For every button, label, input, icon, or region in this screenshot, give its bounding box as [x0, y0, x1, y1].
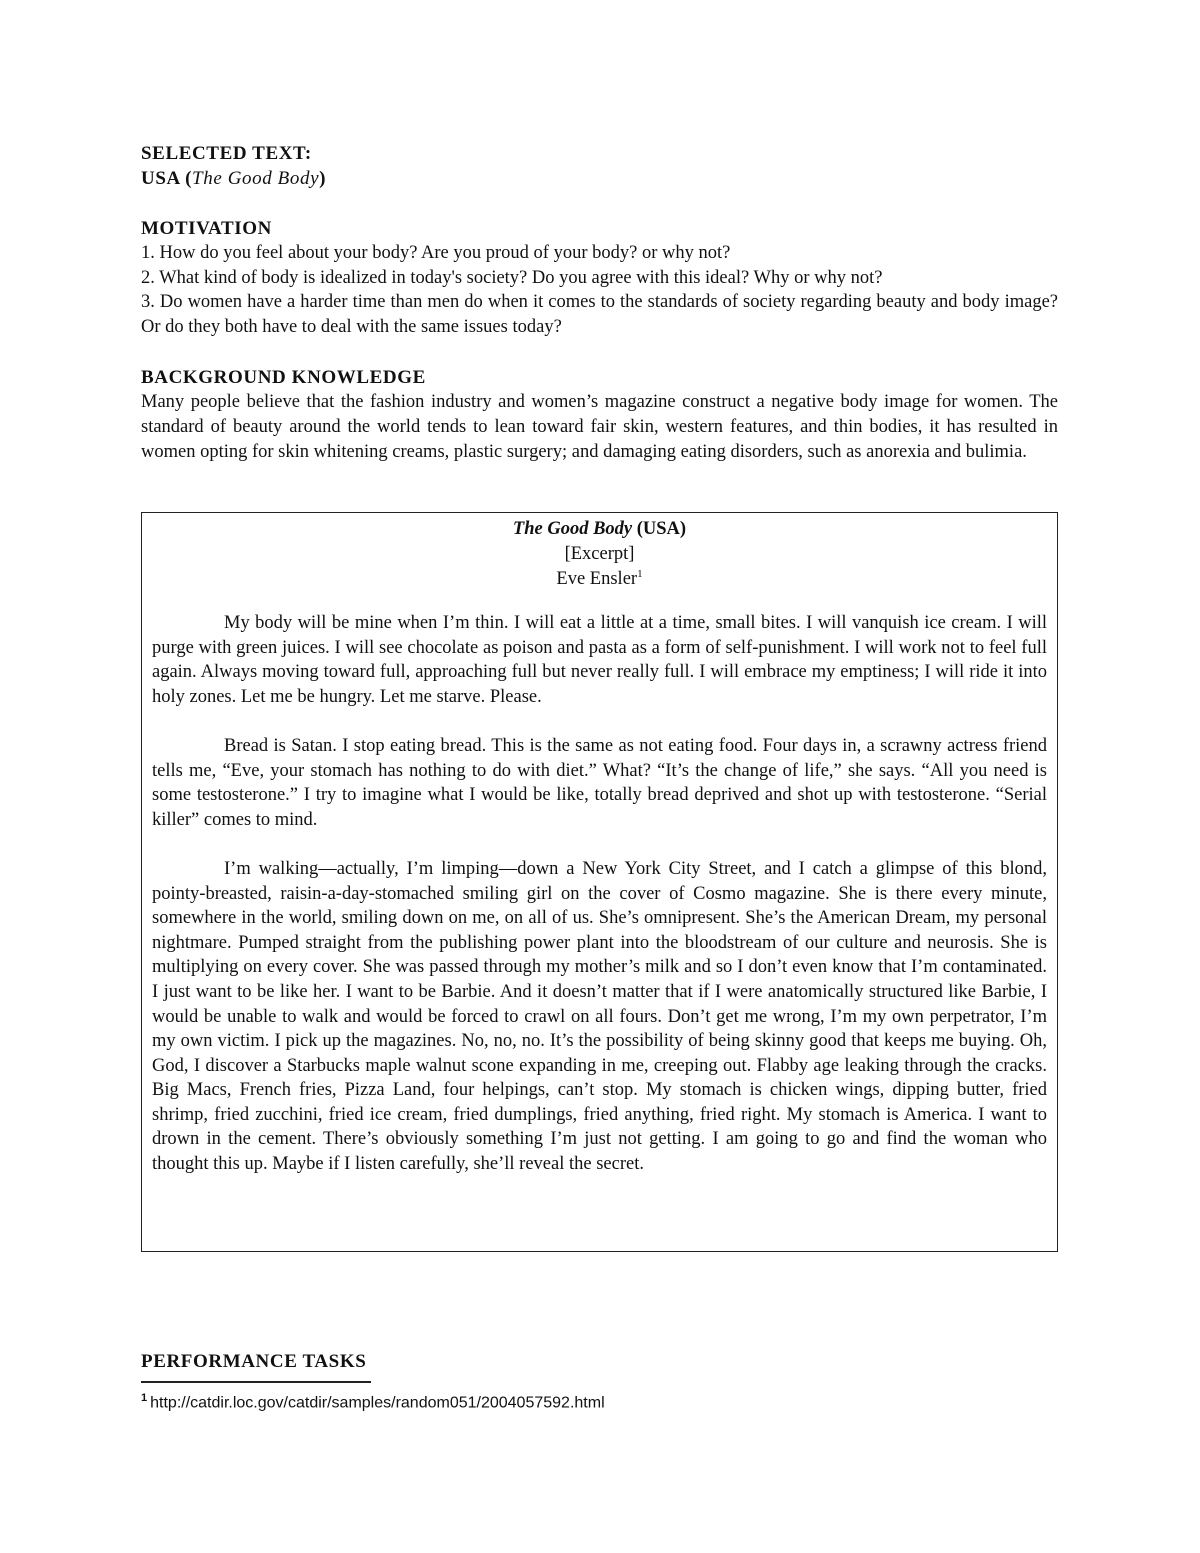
excerpt-header [142, 517, 1057, 592]
excerpt-paragraph-2: Bread is Satan. I stop eating bread. This is the same as not eating food. Four days in, a scrawny actress friend tells me, “Eve, your stomach has nothing to do with diet.” What? “It’s the change of life,” she says. “All you need is some testosterone.” I try to imagine what I would be like, totally bread deprived and shot up with testosterone. “Serial killer” comes to mind. [152, 735, 1047, 830]
footnote-divider [141, 1381, 371, 1383]
excerpt-label: [Excerpt] [564, 544, 635, 564]
background-paragraph: Many people believe that the fashion industry and women’s magazine construct a negative body image for women. The standard of beauty around the world tends to lean toward fair skin, western features, and thin bodies, it has resulted in women opting for skin whitening creams, plastic surgery; and damaging eating disorders, such as anorexia and bulimia. [141, 392, 1058, 462]
background-heading: BACKGROUND KNOWLEDGE [141, 367, 426, 388]
excerpt-paragraph-3: I’m walking—actually, I’m limping—down a New York City Street, and I catch a glimpse of this blond, pointy-breasted, raisin-a-day-stomached smiling girl on the cover of Cosmo magazine. She is there every minute, somewhere in the world, smiling down on me, on all of us. She’s omnipresent. She’s the American Dream, my personal nightmare. Pumped straight from the publishing power plant into the bloodstream of our culture and neurosis. She is multiplying on every cover. She was passed through my mother’s milk and so I don’t even know that I’m contaminated. I just want to be like her. I want to be Barbie. And it doesn’t matter that if I were anatomically structured like Barbie, I would be unable to walk and would be forced to crawl on all fours. Don’t get me wrong, I’m my own perpetrator, I’m my own victim. I pick up the magazines. No, no, no. It’s the possibility of being skinny good that keeps me buying. Oh, God, I discover a Starbucks maple walnut scone expanding in me, creeping out. Flabby age leaking through the cracks. Big Macs, French fries, Pizza Land, four helpings, can’t stop. My stomach is chicken wings, dipping butter, fried shrimp, fried zucchini, fried ice cream, fried dumplings, fried anything, fried right. My stomach is America. I want to drown in the cement. There’s obviously something I’m just not getting. I am going to go and find the woman who thought this up. Maybe if I listen carefully, she’ll reveal the secret. [152, 858, 1047, 1175]
footnote-reference[interactable]: 1 [637, 567, 643, 580]
motivation-question-3: 3. Do women have a harder time than men do when it comes to the standards of society regarding beauty and body image? Or do they both have to deal with the same issues today? [141, 292, 1058, 337]
excerpt-box [141, 512, 1058, 1252]
selected-text-section [141, 141, 1058, 191]
excerpt-body [152, 611, 1047, 1201]
performance-tasks-heading: PERFORMANCE TASKS [141, 1351, 367, 1372]
footnote-number: 1 [141, 1392, 148, 1404]
excerpt-title-line [142, 517, 1057, 542]
excerpt-author: Eve Ensler [556, 569, 638, 589]
selected-text-heading: SELECTED TEXT: [141, 143, 312, 164]
background-section [141, 365, 1058, 464]
motivation-section [141, 216, 1058, 340]
motivation-heading: MOTIVATION [141, 218, 272, 239]
excerpt-paragraph-1: My body will be mine when I’m thin. I will eat a little at a time, small bites. I will vanquish ice cream. I will purge with green juices. I will see chocolate as poison and pasta as a form of self-punishment. I will work not to feel full again. Always moving toward full, approaching full but never really full. I will embrace my emptiness; I will ride it into holy zones. Let me be hungry. Let me starve. Please. [152, 613, 1047, 707]
selected-text-title: USA (The Good Body) [141, 168, 327, 189]
motivation-question-2: 2. What kind of body is idealized in today's society? Do you agree with this ideal? Why or why not? [141, 267, 883, 288]
motivation-question-1: 1. How do you feel about your body? Are you proud of your body? or why not? [141, 243, 731, 263]
footnote-link[interactable]: http://catdir.loc.gov/catdir/samples/random051/2004057592.html [150, 1394, 605, 1412]
excerpt-author-line [142, 567, 1057, 592]
excerpt-country: (USA) [632, 519, 687, 539]
selected-text-work-title: The Good Body [192, 168, 320, 189]
excerpt-title: The Good Body [512, 519, 633, 539]
footnote [141, 1387, 605, 1414]
